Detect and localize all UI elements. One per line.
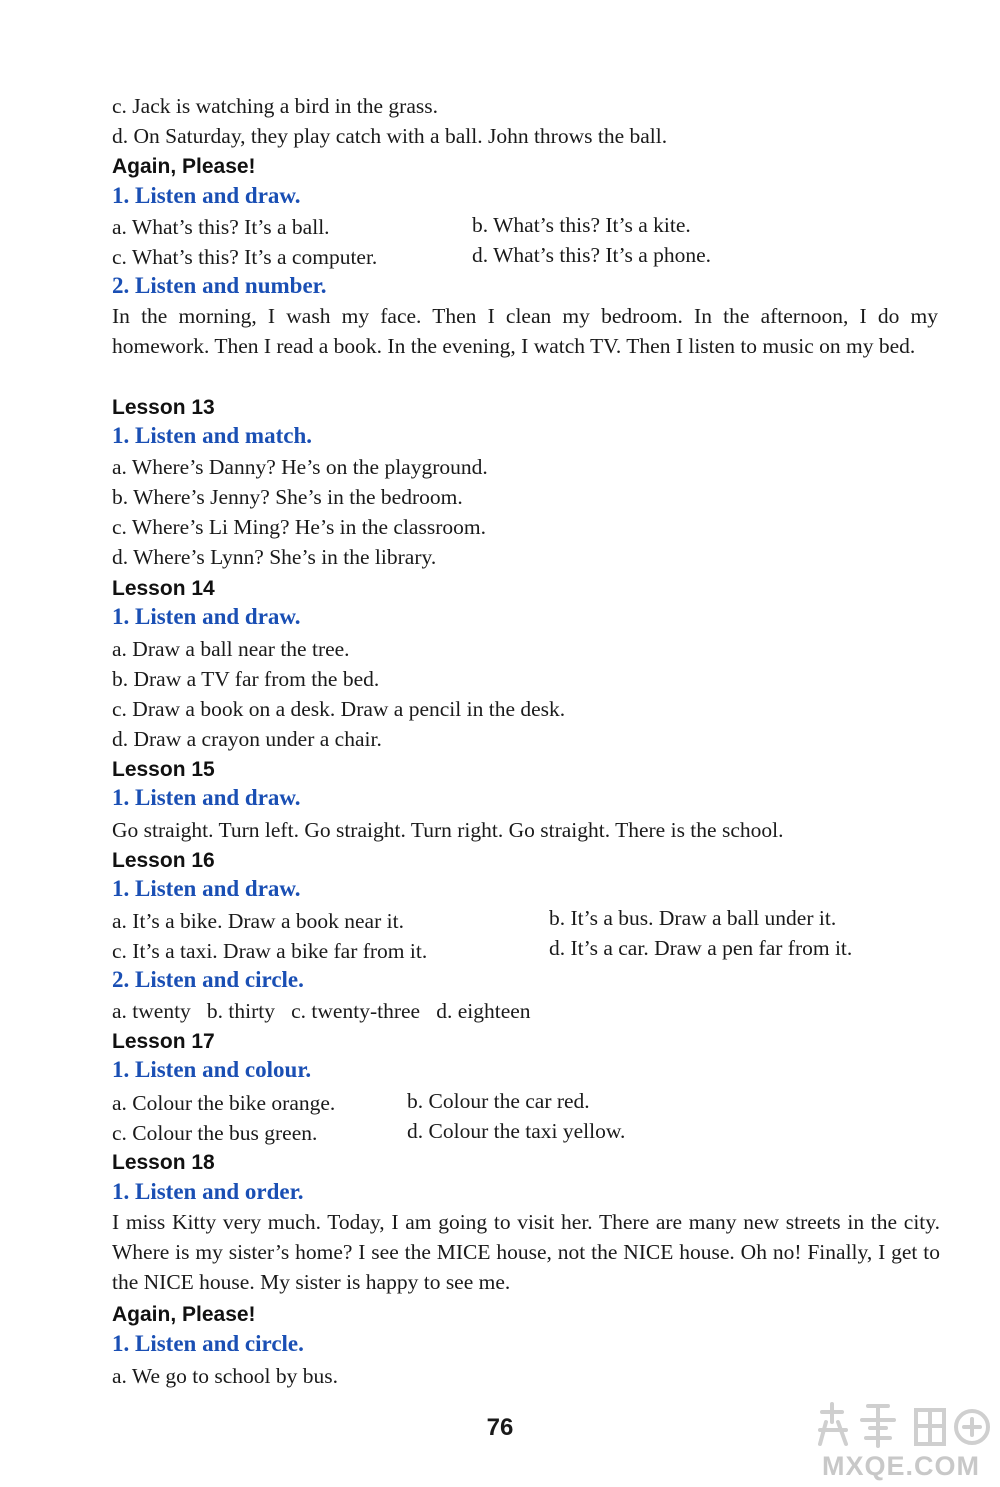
text-line: d. Colour the taxi yellow. (407, 1119, 626, 1143)
task-heading: 1. Listen and draw. (112, 785, 301, 810)
text-line: c. Colour the bus green. (112, 1121, 318, 1145)
text-line: d. On Saturday, they play catch with a ball. John throws the ball. (112, 124, 668, 148)
answer-logo-icon (812, 1400, 990, 1452)
text-line: Go straight. Turn left. Go straight. Turn right. Go straight. There is the school. (112, 818, 784, 842)
watermark (812, 1400, 990, 1482)
text-line: d. Where’s Lynn? She’s in the library. (112, 545, 437, 569)
task-heading: 1. Listen and draw. (112, 876, 301, 901)
text-line: c. What’s this? It’s a computer. (112, 245, 378, 269)
text-line: a. We go to school by bus. (112, 1364, 338, 1388)
page-number: 76 (486, 1414, 514, 1441)
text-line: a. Where’s Danny? He’s on the playground. (112, 455, 488, 479)
text-line: a. Colour the bike orange. (112, 1091, 336, 1115)
text-line: c. Draw a book on a desk. Draw a pencil in the desk. (112, 697, 566, 721)
text-line: b. What’s this? It’s a kite. (472, 213, 691, 237)
text-line: d. What’s this? It’s a phone. (472, 243, 712, 267)
text-line: a. Draw a ball near the tree. (112, 637, 350, 661)
text-line: a. What’s this? It’s a ball. (112, 215, 330, 239)
paragraph: I miss Kitty very much. Today, I am going to visit her. There are many new streets in the city. Where is my sister’s home? I see the MICE house, not the NICE house. Oh no! Finally, I get to the NICE house. My sister is happy to see me. (112, 1210, 940, 1294)
task-heading: 1. Listen and draw. (112, 183, 301, 208)
lesson-heading: Lesson 17 (112, 1030, 215, 1053)
lesson-heading: Lesson 15 (112, 758, 215, 781)
text-line: b. It’s a bus. Draw a ball under it. (549, 906, 837, 930)
text-line: d. It’s a car. Draw a pen far from it. (549, 936, 853, 960)
lesson-heading: Lesson 16 (112, 849, 215, 872)
watermark-text: MXQE.COM (821, 1451, 980, 1481)
section-heading: Again, Please! (112, 1303, 256, 1326)
paragraph: In the morning, I wash my face. Then I clean my bedroom. In the afternoon, I do my homework. Then I read a book. In the evening, I watch TV. Then I listen to music on my bed. (112, 304, 938, 358)
text-line: c. Where’s Li Ming? He’s in the classroom. (112, 515, 486, 539)
text-line: b. Colour the car red. (407, 1089, 590, 1113)
task-heading: 1. Listen and circle. (112, 1331, 304, 1356)
text-line: a. twenty b. thirty c. twenty-three d. eighteen (112, 999, 531, 1023)
task-heading: 1. Listen and order. (112, 1179, 304, 1204)
task-heading: 1. Listen and draw. (112, 604, 301, 629)
text-line: b. Where’s Jenny? She’s in the bedroom. (112, 485, 463, 509)
task-heading: 2. Listen and number. (112, 273, 327, 298)
task-heading: 1. Listen and colour. (112, 1057, 312, 1082)
task-heading: 2. Listen and circle. (112, 967, 304, 992)
lesson-heading: Lesson 13 (112, 396, 215, 419)
text-line: c. Jack is watching a bird in the grass. (112, 94, 438, 118)
lesson-heading: Lesson 18 (112, 1151, 215, 1174)
text-line: b. Draw a TV far from the bed. (112, 667, 380, 691)
text-line: c. It’s a taxi. Draw a bike far from it. (112, 939, 428, 963)
task-heading: 1. Listen and match. (112, 423, 312, 448)
section-heading: Again, Please! (112, 155, 256, 178)
lesson-heading: Lesson 14 (112, 577, 215, 600)
text-line: d. Draw a crayon under a chair. (112, 727, 382, 751)
text-line: a. It’s a bike. Draw a book near it. (112, 909, 404, 933)
